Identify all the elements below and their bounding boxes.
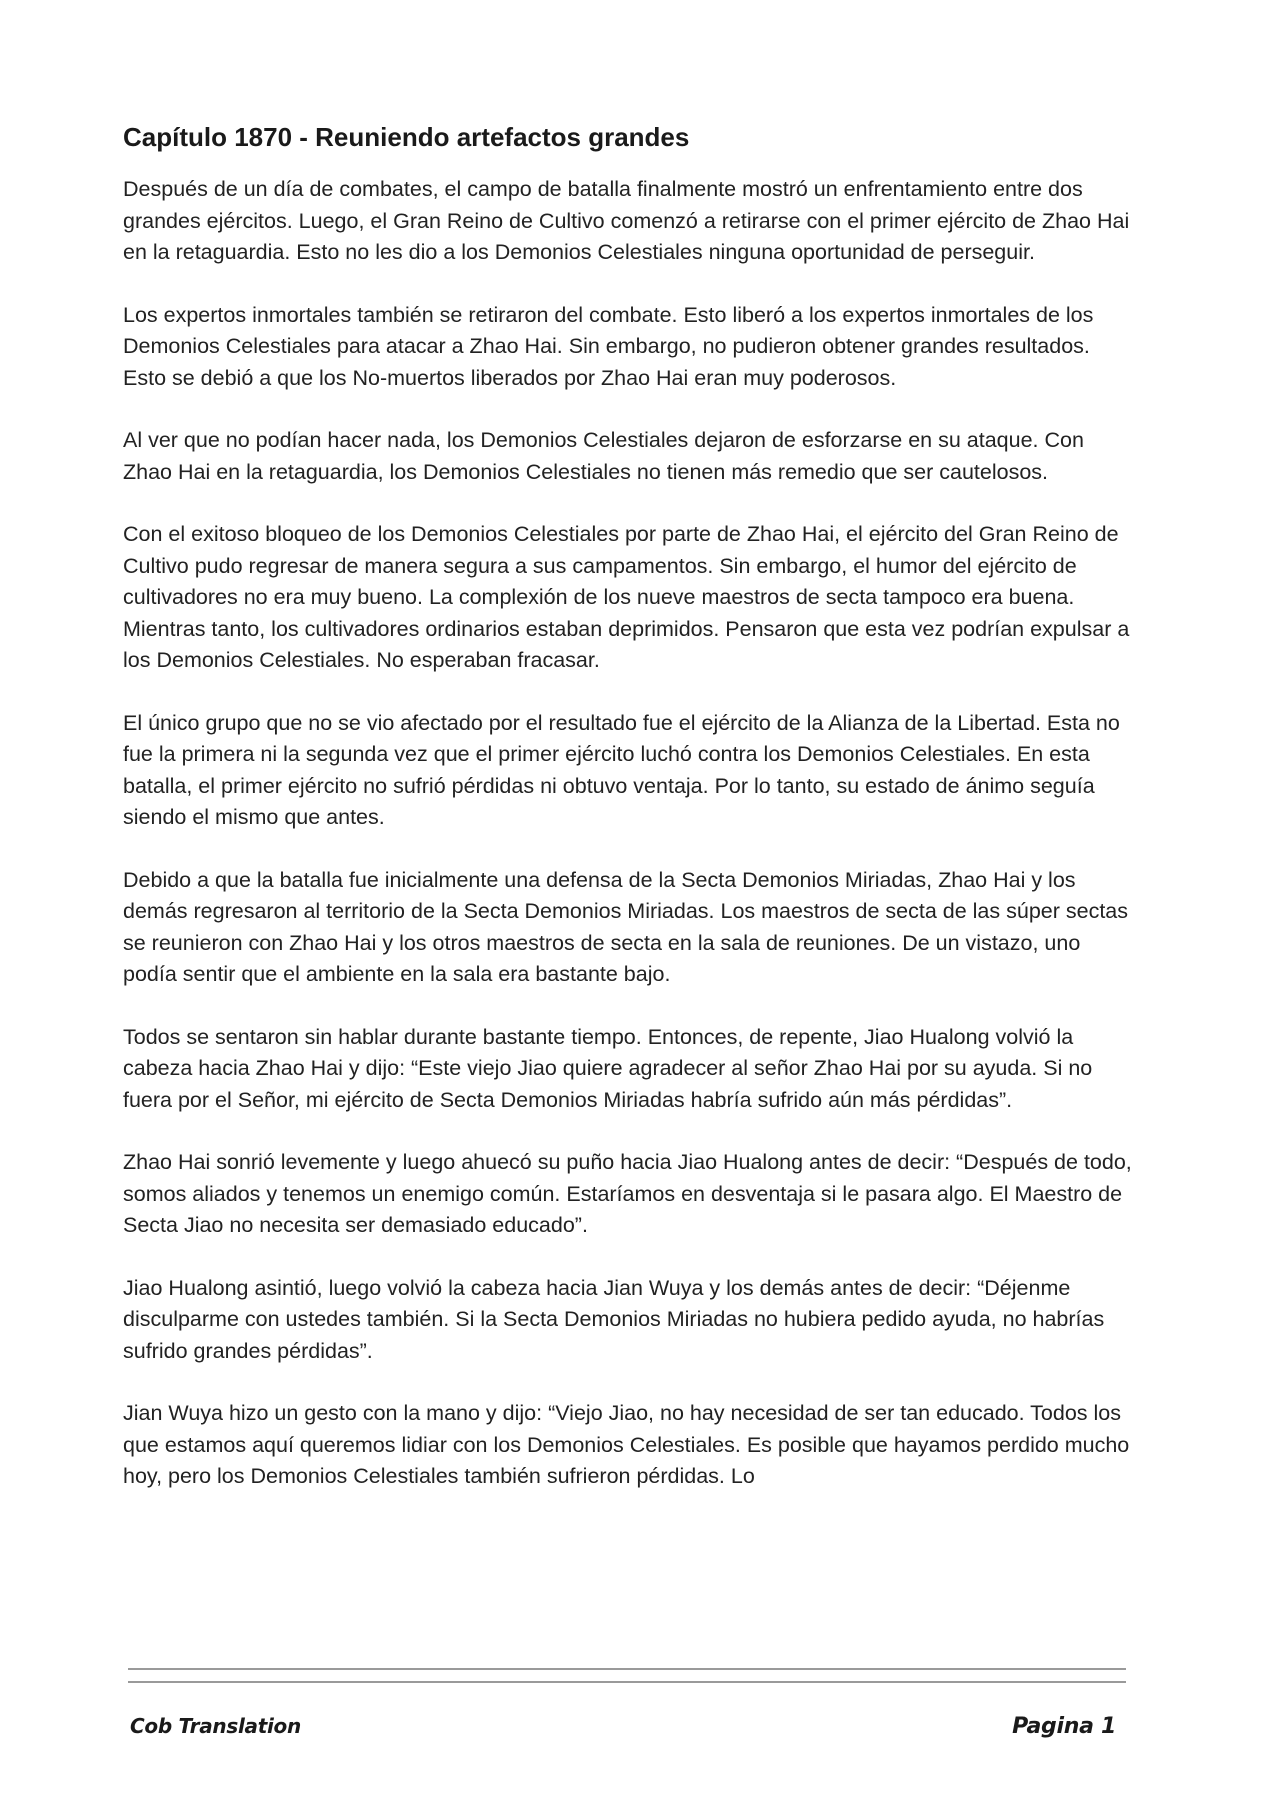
chapter-title: Capítulo 1870 - Reuniendo artefactos grandes [123,122,690,152]
paragraph-10: Jian Wuya hizo un gesto con la mano y dijo: “Viejo Jiao, no hay necesidad de ser tan educado. Todos los que estamos aquí queremos lidiar con los Demonios Celestiales. Es posible que hayamos perdido mucho hoy, pero los Demonios Celestiales también sufrieron pérdidas. Lo [123,1401,1130,1488]
document-body [123,120,1133,1524]
footer-translator-credit: Cob Translation [130,1714,301,1738]
footer-page-number: Pagina 1 [1012,1714,1116,1739]
paragraph-7: Todos se sentaron sin hablar durante bastante tiempo. Entonces, de repente, Jiao Hualong volvió la cabeza hacia Zhao Hai y dijo: “Este viejo Jiao quiere agradecer al señor Zhao Hai por su ayuda. Si no fuera por el Señor, mi ejército de Secta Demonios Miriadas habría sufrido aún más pérdidas”. [123,1024,1093,1112]
paragraph-5: El único grupo que no se vio afectado por el resultado fue el ejército de la Alianza de la Libertad. Esta no fue la primera ni la segunda vez que el primer ejército luchó contra los Demonios Celestiales. En esta batalla, el primer ejército no sufrió pérdidas ni obtuvo ventaja. Por lo tanto, su estado de ánimo seguía siendo el mismo que antes. [123,710,1120,829]
paragraph-8: Zhao Hai sonrió levemente y luego ahuecó su puño hacia Jiao Hualong antes de decir: “Después de todo, somos aliados y tenemos un enemigo común. Estaríamos en desventaja si le pasara algo. El Maestro de Secta Jiao no necesita ser demasiado educado”. [123,1150,1132,1237]
paragraph-6: Debido a que la batalla fue inicialmente una defensa de la Secta Demonios Miriadas, Zhao Hai y los demás regresaron al territorio de la Secta Demonios Miriadas. Los maestros de secta de las súper sectas se reunieron con Zhao Hai y los otros maestros de secta en la sala de reuniones. De un vistazo, uno podía sentir que el ambiente en la sala era bastante bajo. [123,867,1128,986]
paragraph-1: Después de un día de combates, el campo de batalla finalmente mostró un enfrentamiento entre dos grandes ejércitos. Luego, el Gran Reino de Cultivo comenzó a retirarse con el primer ejército de Zhao Hai en la retaguardia. Esto no les dio a los Demonios Celestiales ninguna oportunidad de perseguir. [123,177,1130,264]
paragraph-3: Al ver que no podían hacer nada, los Demonios Celestiales dejaron de esforzarse en su ataque. Con Zhao Hai en la retaguardia, los Demonios Celestiales no tienen más remedio que ser cautelosos. [123,428,1084,484]
footer-divider-bottom [128,1681,1126,1683]
paragraph-9: Jiao Hualong asintió, luego volvió la cabeza hacia Jian Wuya y los demás antes de decir: “Déjenme disculparme con ustedes también. Si la Secta Demonios Miriadas no hubiera pedido ayuda, no habrías sufrido grandes pérdidas”. [123,1275,1105,1363]
footer-divider-top [128,1668,1126,1670]
paragraph-2: Los expertos inmortales también se retiraron del combate. Esto liberó a los expertos inmortales de los Demonios Celestiales para atacar a Zhao Hai. Sin embargo, no pudieron obtener grandes resultados. Esto se debió a que los No-muertos liberados por Zhao Hai eran muy poderosos. [123,302,1094,390]
paragraph-4: Con el exitoso bloqueo de los Demonios Celestiales por parte de Zhao Hai, el ejército del Gran Reino de Cultivo pudo regresar de manera segura a sus campamentos. Sin embargo, el humor del ejército de cultivadores no era muy bueno. La complexión de los nueve maestros de secta tampoco era buena. Mientras tanto, los cultivadores ordinarios estaban deprimidos. Pensaron que esta vez podrían expulsar a los Demonios Celestiales. No esperaban fracasar. [123,522,1130,672]
